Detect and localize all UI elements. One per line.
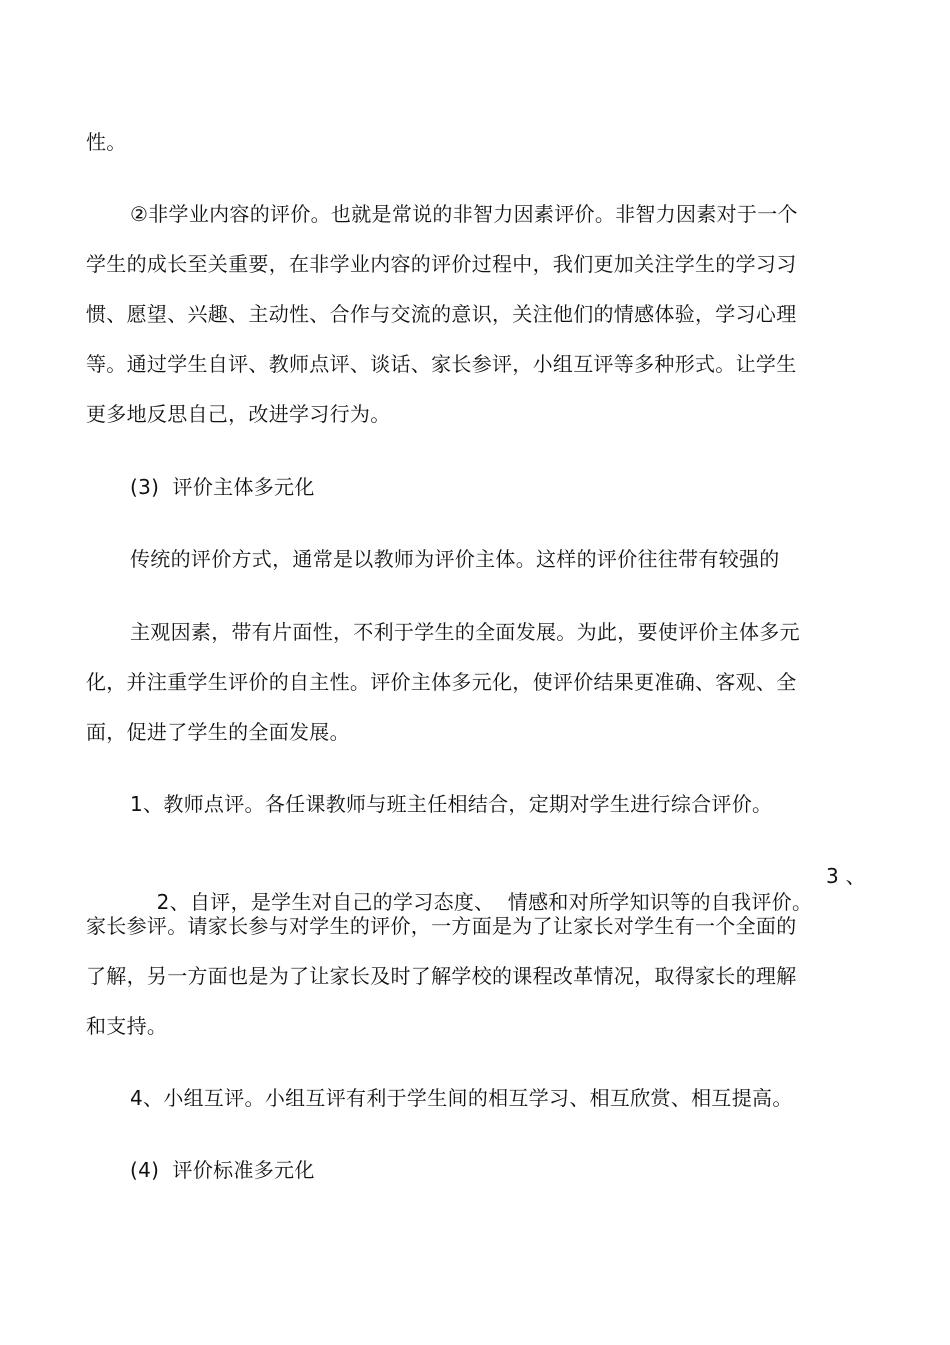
- paragraph-line: 主观因素，带有片面性，不利于学生的全面发展。为此，要使评价主体多元: [130, 620, 800, 644]
- list-item: 1、教师点评。各任课教师与班主任相结合，定期对学生进行综合评价。: [130, 792, 773, 816]
- section-heading: (4) 评价标准多元化: [130, 1158, 315, 1182]
- text-line: 和支持。: [86, 1014, 168, 1038]
- list-item-text: 2、自评，是学生对自己的学习态度、 情感和对所学知识等的自我评价。: [156, 890, 813, 914]
- text-line: 等。通过学生自评、教师点评、谈话、家长参评，小组互评等多种形式。让学生: [86, 352, 797, 376]
- text-line: 面，促进了学生的全面发展。: [86, 720, 350, 744]
- text-line: 学生的成长至关重要，在非学业内容的评价过程中，我们更加关注学生的学习习: [86, 252, 797, 276]
- text-line: 更多地反思自己，改进学习行为。: [86, 402, 391, 426]
- list-item: 4、小组互评。小组互评有利于学生间的相互学习、相互欣赏、相互提高。: [130, 1086, 793, 1110]
- text-line: 家长参评。请家长参与对学生的评价，一方面是为了让家长对学生有一个全面的: [86, 914, 797, 938]
- list-item: [130, 863, 930, 914]
- paragraph-line: ②非学业内容的评价。也就是常说的非智力因素评价。非智力因素对于一个: [130, 202, 798, 226]
- section-heading: (3) 评价主体多元化: [130, 475, 315, 499]
- paragraph-line: 传统的评价方式，通常是以教师为评价主体。这样的评价往往带有较强的: [130, 547, 780, 571]
- text-line: 化，并注重学生评价的自主性。评价主体多元化，使评价结果更准确、客观、全: [86, 670, 797, 694]
- text-line: 性。: [86, 130, 127, 154]
- text-line: 了解，另一方面也是为了让家长及时了解学校的课程改革情况，取得家长的理解: [86, 964, 797, 988]
- text-line: 惯、愿望、兴趣、主动性、合作与交流的意识，关注他们的情感体验，学习心理: [86, 302, 797, 326]
- list-item-number: 3 、: [826, 864, 866, 888]
